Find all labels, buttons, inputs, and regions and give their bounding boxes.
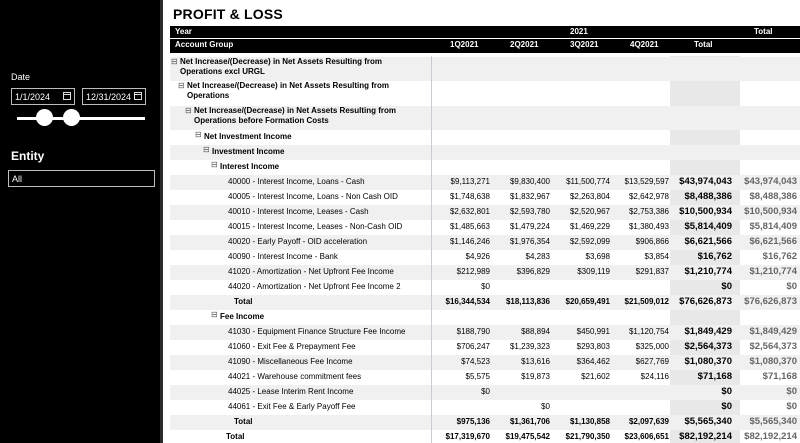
- total-row: [170, 415, 800, 430]
- row-label: 44061 - Exit Fee & Early Payoff Fee: [228, 402, 356, 411]
- value-cell: $19,873: [521, 372, 550, 381]
- total-row: [170, 295, 800, 310]
- grand-total-cell: $76,626,873: [744, 296, 797, 307]
- table-row: [170, 106, 800, 130]
- value-cell: $2,592,099: [569, 237, 610, 246]
- total-cell: $1,080,370: [684, 356, 732, 367]
- quarter-header-2[interactable]: 2Q2021: [510, 40, 539, 49]
- row-label: 44021 - Warehouse commitment fees: [228, 372, 362, 381]
- value-cell: $1,239,323: [509, 342, 550, 351]
- collapse-icon[interactable]: ⊟: [178, 81, 185, 90]
- total-cell: $0: [721, 281, 732, 292]
- header-row-columns: [170, 39, 800, 53]
- value-cell: $627,769: [635, 357, 669, 366]
- value-cell: $975,136: [456, 417, 490, 426]
- total-header[interactable]: Total: [694, 40, 713, 49]
- collapse-icon[interactable]: ⊟: [211, 310, 218, 319]
- table-row: [170, 220, 800, 235]
- page-title: PROFIT & LOSS: [173, 6, 283, 22]
- value-cell: $2,263,804: [569, 192, 610, 201]
- value-cell: $2,632,801: [449, 207, 490, 216]
- value-cell: $13,616: [521, 357, 550, 366]
- value-cell: $2,097,639: [628, 417, 669, 426]
- value-cell: $1,832,967: [509, 192, 550, 201]
- value-cell: $1,976,354: [509, 237, 550, 246]
- table-row: [170, 57, 800, 81]
- quarter-header-4[interactable]: 4Q2021: [630, 40, 659, 49]
- row-label: Fee Income: [220, 312, 265, 321]
- calendar-icon[interactable]: [134, 92, 142, 100]
- value-cell: $9,830,400: [509, 177, 550, 186]
- grand-total-cell: $71,168: [762, 371, 797, 382]
- grand-total-header[interactable]: Total: [754, 27, 773, 36]
- table-row: [170, 385, 800, 400]
- table-row: [170, 280, 800, 295]
- value-cell: $364,462: [576, 357, 610, 366]
- value-cell: $13,529,597: [624, 177, 669, 186]
- value-cell: $1,485,663: [449, 222, 490, 231]
- value-cell: $88,894: [521, 327, 550, 336]
- slider-end-handle[interactable]: [63, 109, 80, 126]
- value-cell: $293,803: [576, 342, 610, 351]
- value-cell: $325,000: [635, 342, 669, 351]
- value-cell: $21,602: [581, 372, 610, 381]
- value-cell: $11,500,774: [566, 177, 610, 186]
- row-label: 40010 - Interest Income, Leases - Cash: [228, 207, 369, 216]
- quarter-header-1[interactable]: 1Q2021: [450, 40, 479, 49]
- total-cell: $43,974,043: [679, 176, 732, 187]
- value-cell: $4,926: [465, 252, 490, 261]
- row-label: Net Investment Income: [204, 132, 292, 141]
- value-cell: $21,790,350: [565, 432, 610, 441]
- grand-total-cell: $1,210,774: [749, 266, 797, 277]
- row-label: Investment Income: [212, 147, 285, 156]
- value-cell: $3,698: [585, 252, 610, 261]
- grand-total-cell: $0: [786, 401, 797, 412]
- grand-total-cell: $6,621,566: [749, 236, 797, 247]
- year-value-header[interactable]: 2021: [570, 27, 588, 36]
- row-label: Total: [234, 297, 253, 306]
- grand-total-cell: $8,488,386: [749, 191, 797, 202]
- value-cell: $19,475,542: [505, 432, 550, 441]
- total-cell: $76,626,873: [679, 296, 732, 307]
- table-row: [170, 175, 800, 190]
- value-cell: $21,509,012: [624, 297, 669, 306]
- value-cell: $3,854: [644, 252, 669, 261]
- value-cell: $396,829: [516, 267, 550, 276]
- value-cell: $450,991: [576, 327, 610, 336]
- table-row: [170, 340, 800, 355]
- entity-filter-title: Entity: [11, 149, 45, 163]
- row-label: Total: [226, 432, 245, 441]
- value-cell: $9,113,271: [450, 177, 490, 186]
- table-row: [170, 370, 800, 385]
- row-label: 44025 - Lease Interim Rent Income: [228, 387, 354, 396]
- table-row: [170, 160, 800, 175]
- value-cell: $188,790: [456, 327, 490, 336]
- entity-dropdown[interactable]: [8, 170, 155, 187]
- collapse-icon[interactable]: ⊟: [195, 130, 202, 139]
- grand-total-cell: $10,500,934: [744, 206, 797, 217]
- grand-total-cell: $43,974,043: [744, 176, 797, 187]
- collapse-icon[interactable]: ⊟: [185, 106, 192, 115]
- value-cell: $74,523: [461, 357, 490, 366]
- grand-total-cell: $5,814,409: [749, 221, 797, 232]
- row-label: 40005 - Interest Income, Loans - Non Cash OID: [228, 192, 398, 201]
- calendar-icon[interactable]: [63, 92, 71, 100]
- table-row: [170, 310, 800, 325]
- start-date-input[interactable]: [11, 88, 75, 105]
- table-row: [170, 235, 800, 250]
- row-label: Net Increase/(Decrease) in Net Assets Resulting from Operations excl URGL: [180, 57, 382, 76]
- value-cell: $906,866: [635, 237, 669, 246]
- quarter-header-3[interactable]: 3Q2021: [570, 40, 599, 49]
- table-row: [170, 205, 800, 220]
- start-date-value: 1/1/2024: [15, 92, 51, 102]
- row-label: 41020 - Amortization - Net Upfront Fee Income: [228, 267, 394, 276]
- total-cell: $1,210,774: [684, 266, 732, 277]
- value-cell: $2,593,780: [509, 207, 550, 216]
- value-cell: $1,130,858: [569, 417, 610, 426]
- grand-total-cell: $0: [786, 386, 797, 397]
- value-cell: $1,146,246: [449, 237, 490, 246]
- row-label: 40000 - Interest Income, Loans - Cash: [228, 177, 365, 186]
- collapse-icon[interactable]: ⊟: [203, 145, 210, 154]
- total-cell: $16,762: [697, 251, 732, 262]
- value-cell: $0: [541, 402, 550, 411]
- row-label: Interest Income: [220, 162, 280, 171]
- report-canvas: [164, 0, 800, 443]
- value-cell: $23,606,651: [624, 432, 669, 441]
- table-row: [170, 81, 800, 105]
- table-row: [170, 355, 800, 370]
- value-cell: $0: [481, 282, 490, 291]
- date-filter-label: Date: [11, 72, 31, 82]
- value-cell: $1,479,224: [509, 222, 550, 231]
- total-cell: $6,621,566: [684, 236, 732, 247]
- value-cell: $1,120,754: [628, 327, 669, 336]
- total-cell: $0: [721, 386, 732, 397]
- value-cell: $17,319,670: [445, 432, 490, 441]
- table-row: [170, 250, 800, 265]
- value-cell: $1,361,706: [509, 417, 550, 426]
- year-header-label: Year: [175, 27, 192, 36]
- row-header-divider: [431, 56, 432, 443]
- table-row: [170, 190, 800, 205]
- row-label: Net Increase/(Decrease) in Net Assets Resulting from Operations: [187, 81, 389, 100]
- total-cell: $10,500,934: [679, 206, 732, 217]
- table-row: [170, 130, 800, 144]
- value-cell: $4,283: [525, 252, 550, 261]
- total-cell: $0: [721, 401, 732, 412]
- row-label: 41030 - Equipment Finance Structure Fee Income: [228, 327, 406, 336]
- total-row: [170, 430, 800, 443]
- row-label: 41060 - Exit Fee & Prepayment Fee: [228, 342, 356, 351]
- value-cell: $706,247: [456, 342, 490, 351]
- total-cell: $2,564,373: [684, 341, 732, 352]
- total-cell: $1,849,429: [684, 326, 732, 337]
- value-cell: $309,119: [577, 267, 610, 276]
- total-cell: $5,814,409: [684, 221, 732, 232]
- row-label: Net Increase/(Decrease) in Net Assets Resulting from Operations before Formation Costs: [194, 106, 396, 125]
- total-cell: $5,565,340: [684, 416, 732, 427]
- header-row-year: [170, 26, 800, 38]
- value-cell: $18,113,836: [505, 297, 550, 306]
- grand-total-cell: $82,192,214: [744, 431, 797, 442]
- pnl-matrix: [170, 26, 800, 443]
- collapse-icon[interactable]: ⊟: [171, 57, 178, 66]
- end-date-input[interactable]: [82, 88, 146, 105]
- value-cell: $291,837: [635, 267, 669, 276]
- grand-total-cell: $2,564,373: [749, 341, 797, 352]
- table-row: [170, 145, 800, 160]
- value-cell: $212,989: [456, 267, 490, 276]
- table-row: [170, 400, 800, 415]
- row-label: 40090 - Interest Income - Bank: [228, 252, 338, 261]
- grand-total-cell: $1,849,429: [749, 326, 797, 337]
- total-cell: $82,192,214: [679, 431, 732, 442]
- table-row: [170, 325, 800, 340]
- row-label: 40020 - Early Payoff - OID acceleration: [228, 237, 368, 246]
- collapse-icon[interactable]: ⊟: [211, 160, 218, 169]
- value-cell: $20,659,491: [565, 297, 610, 306]
- row-label: Total: [234, 417, 253, 426]
- row-label: 40015 - Interest Income, Leases - Non-Cash OID: [228, 222, 403, 231]
- value-cell: $16,344,534: [445, 297, 490, 306]
- grand-total-cell: $0: [786, 281, 797, 292]
- value-cell: $2,753,386: [628, 207, 669, 216]
- total-cell: $8,488,386: [684, 191, 732, 202]
- grand-total-cell: $16,762: [762, 251, 797, 262]
- table-row: [170, 265, 800, 280]
- row-label: 41090 - Miscellaneous Fee Income: [228, 357, 353, 366]
- value-cell: $2,642,978: [628, 192, 669, 201]
- row-label: 44020 - Amortization - Net Upfront Fee Income 2: [228, 282, 401, 291]
- value-cell: $24,116: [640, 372, 669, 381]
- value-cell: $1,380,493: [628, 222, 669, 231]
- account-group-header[interactable]: Account Group: [175, 40, 234, 49]
- slider-start-handle[interactable]: [36, 109, 53, 126]
- entity-selected-value: All: [12, 174, 23, 184]
- value-cell: $1,469,229: [569, 222, 610, 231]
- value-cell: $0: [481, 387, 490, 396]
- value-cell: $2,520,967: [569, 207, 610, 216]
- grand-total-cell: $5,565,340: [749, 416, 797, 427]
- filter-pane: [0, 0, 163, 443]
- total-cell: $71,168: [697, 371, 732, 382]
- value-cell: $5,575: [465, 372, 490, 381]
- grand-total-cell: $1,080,370: [749, 356, 797, 367]
- value-cell: $1,748,638: [449, 192, 490, 201]
- end-date-value: 12/31/2024: [86, 92, 132, 102]
